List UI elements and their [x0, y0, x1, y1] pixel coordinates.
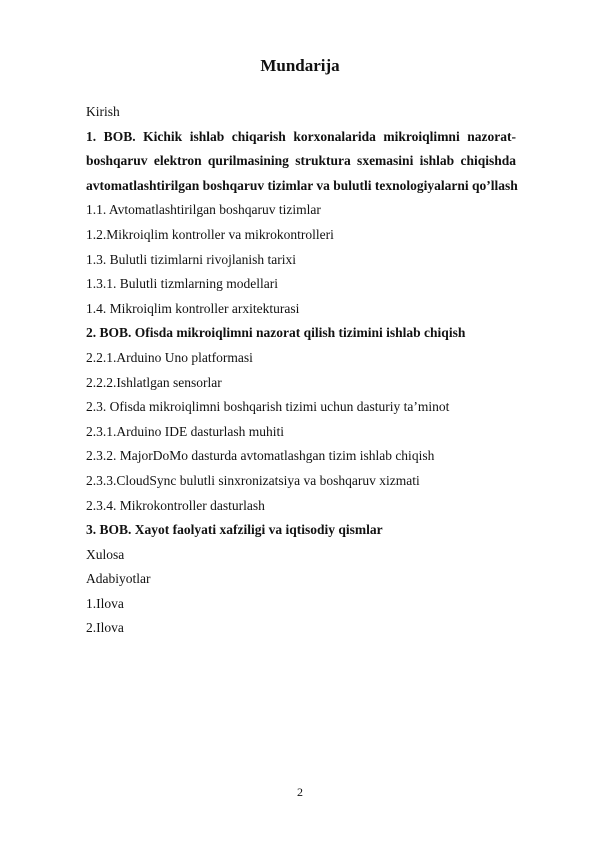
toc-chapter-3: 3. BOB. Xayot faolyati xafziligi va iqtisodiy qismlar — [86, 522, 383, 538]
page-number: 2 — [297, 785, 303, 799]
toc-chapter-2: 2. BOB. Ofisda mikroiqlimni nazorat qilish tizimini ishlab chiqish — [86, 325, 466, 341]
toc-item-2-2-2: 2.2.2.Ishlatlgan sensorlar — [86, 374, 222, 390]
toc-item-references: Adabiyotlar — [86, 571, 151, 587]
toc-item-conclusion: Xulosa — [86, 546, 125, 562]
table-of-contents — [86, 100, 516, 641]
toc-item-2-3-1: 2.3.1.Arduino IDE dasturlash muhiti — [86, 423, 284, 439]
toc-item-2-3-4: 2.3.4. Mikrokontroller dasturlash — [86, 497, 265, 513]
toc-item-2-3: 2.3. Ofisda mikroiqlimni boshqarish tizimi uchun dasturiy ta’minot — [86, 399, 450, 415]
toc-item-appendix-2: 2.Ilova — [86, 620, 124, 636]
toc-item-1-4: 1.4. Mikroiqlim kontroller arxitekturasi — [86, 300, 300, 316]
toc-item-2-2-1: 2.2.1.Arduino Uno platformasi — [86, 349, 253, 365]
page-title: Mundarija — [260, 56, 340, 75]
toc-item-appendix-1: 1.Ilova — [86, 595, 124, 611]
toc-chapter-1-line-3: avtomatlashtirilgan boshqaruv tizimlar va bulutli texnologiyalarni qo’llash — [86, 177, 518, 193]
toc-item-2-3-2: 2.3.2. MajorDoMo dasturda avtomatlashgan tizim ishlab chiqish — [86, 448, 435, 464]
toc-chapter-1-line-1: 1. BOB. Kichik ishlab chiqarish korxonalarida mikroiqlimni nazorat- — [86, 128, 516, 144]
toc-item-1-1: 1.1. Avtomatlashtirilgan boshqaruv tizimlar — [86, 202, 321, 218]
toc-item-2-3-3: 2.3.3.CloudSync bulutli sinxronizatsiya va boshqaruv xizmati — [86, 472, 420, 488]
toc-chapter-1-line-2: boshqaruv elektron qurilmasining struktura sxemasini ishlab chiqishda — [86, 153, 516, 169]
toc-item-1-3: 1.3. Bulutli tizimlarni rivojlanish tarixi — [86, 251, 296, 267]
toc-item-intro: Kirish — [86, 104, 120, 119]
toc-item-1-2: 1.2.Mikroiqlim kontroller va mikrokontrolleri — [86, 226, 334, 242]
toc-item-1-3-1: 1.3.1. Bulutli tizmlarning modellari — [86, 276, 278, 292]
